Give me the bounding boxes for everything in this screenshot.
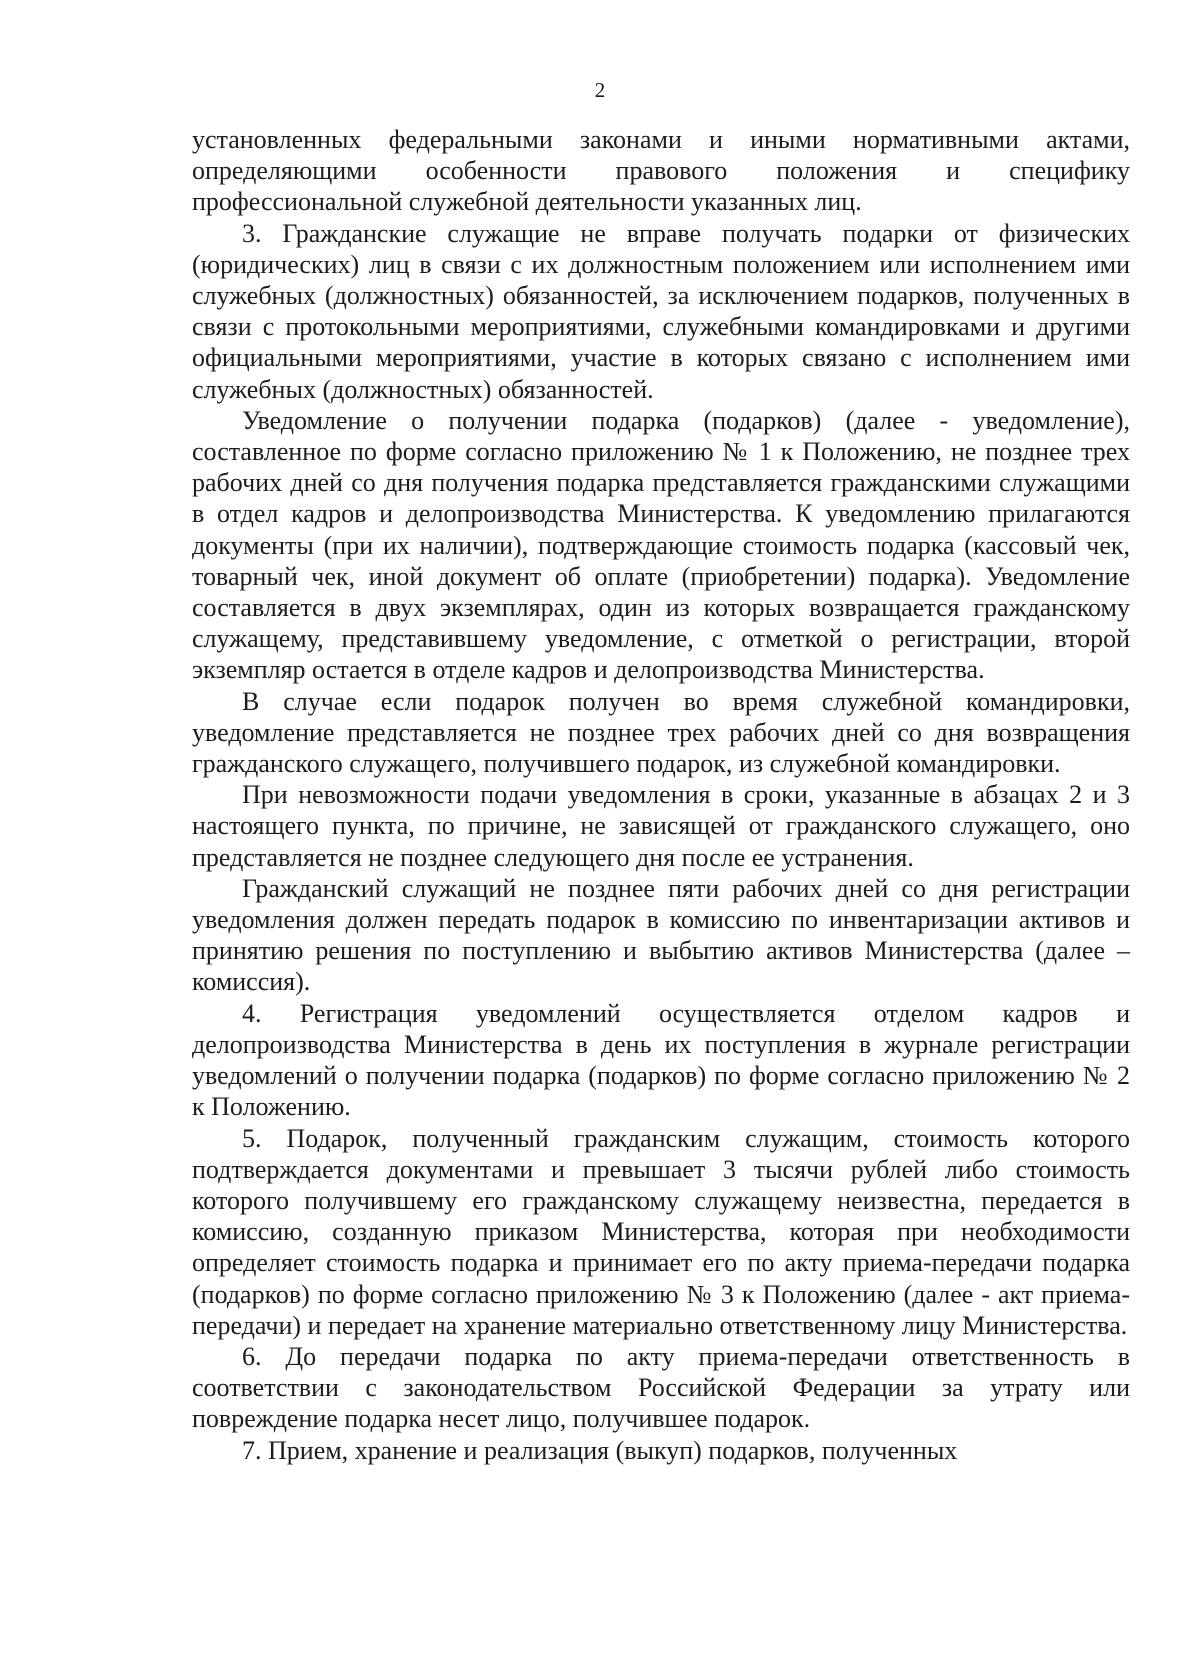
paragraph-item-4: 4. Регистрация уведомлений осуществляется отделом кадров и делопроизводства Министерства в день их поступления в журнале регистрации уведомлений о получении подарка (подарков) по форме согласно приложению № 2 к Положению. (192, 998, 1130, 1122)
page-number: 2 (594, 78, 606, 102)
paragraph-item-3: 3. Гражданские служащие не вправе получать подарки от физических (юридических) лиц в связи с их должностным положением или исполнением ими служебных (должностных) обязанностей, за исключением подарков, полученных в связи с протокольными мероприятиями, служебными командировками и другими официальными мероприятиями, участие в которых связано с исполнением ими служебных (должностных) обязанностей. (192, 218, 1130, 404)
paragraph-impossibility: При невозможности подачи уведомления в сроки, указанные в абзацах 2 и 3 настоящего пункта, по причине, не зависящей от гражданского служащего, оно представляется не позднее следующего дня после ее устранения. (192, 780, 1130, 872)
paragraph-business-trip: В случае если подарок получен во время служебной командировки, уведомление представляется не позднее трех рабочих дней со дня возвращения гражданского служащего, получившего подарок, из служебной командировки. (192, 686, 1130, 779)
paragraph-item-5: 5. Подарок, полученный гражданским служащим, стоимость которого подтверждается документами и превышает 3 тысячи рублей либо стоимость которого получившему его гражданскому служащему неизвестна, передается в комиссию, созданную приказом Министерства, которая при необходимости определяет стоимость подарка и принимает его по акту приема-передачи подарка (подарков) по форме согласно приложению № 3 к Положению (далее - акт приема-передачи) и передает на хранение материально ответственному лицу Министерства. (192, 1123, 1130, 1340)
paragraph-transfer: Гражданский служащий не позднее пяти рабочих дней со дня регистрации уведомления должен передать подарок в комиссию по инвентаризации активов и принятию решения по поступлению и выбытию активов Министерства (далее – комиссия). (192, 873, 1130, 997)
document-body (192, 124, 1130, 1466)
paragraph-item-7: 7. Прием, хранение и реализация (выкуп) подарков, полученных (242, 1435, 958, 1465)
paragraph-notification: Уведомление о получении подарка (подарков) (далее - уведомление), составленное по форме согласно приложению № 1 к Положению, не позднее трех рабочих дней со дня получения подарка представляется гражданскими служащими в отдел кадров и делопроизводства Министерства. К уведомлению прилагаются документы (при их наличии), подтверждающие стоимость подарка (кассовый чек, товарный чек, иной документ об оплате (приобретении) подарка). Уведомление составляется в двух экземплярах, один из которых возвращается гражданскому служащему, представившему уведомление, с отметкой о регистрации, второй экземпляр остается в отделе кадров и делопроизводства Министерства. (192, 405, 1130, 685)
paragraph-continuation: установленных федеральными законами и иными нормативными актами, определяющими особенности правового положения и специфику профессиональной служебной деятельности указанных лиц. (192, 125, 1130, 217)
paragraph-item-6: 6. До передачи подарка по акту приема-передачи ответственность в соответствии с законодательством Российской Федерации за утрату или повреждение подарка несет лицо, получившее подарок. (192, 1341, 1130, 1434)
